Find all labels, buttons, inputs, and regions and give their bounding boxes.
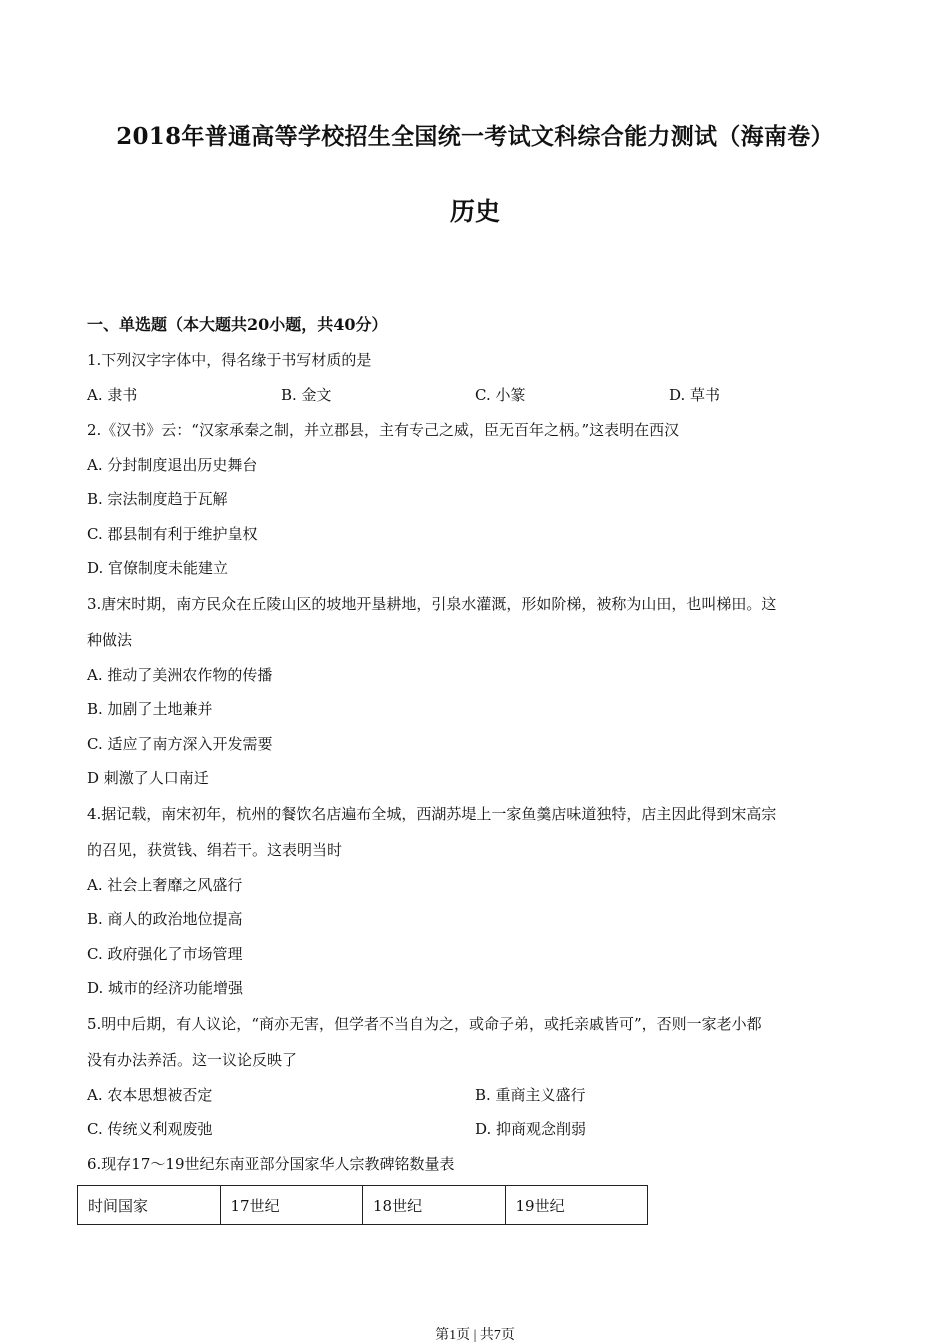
table-header-cell: 17世纪 (220, 1186, 363, 1225)
q2-option-c: C. 郡县制有利于维护皇权 (87, 525, 258, 543)
q2-option-a: A. 分封制度退出历史舞台 (87, 456, 258, 474)
q3-option-c: C. 适应了南方深入开发需要 (87, 735, 273, 753)
q5-option-c: C. 传统义利观废弛 (87, 1120, 213, 1138)
subject-title: 历史 (449, 197, 500, 226)
question-4-stem-line-1: 4.据记载，南宋初年，杭州的餐饮名店遍布全城，西湖苏堤上一家鱼羹店味道独特，店主因此得到宋高宗 (87, 805, 777, 823)
inscription-count-table (77, 1185, 648, 1225)
q5-option-d: D. 抑商观念削弱 (475, 1120, 587, 1138)
question-5-stem-line-1: 5.明中后期，有人议论，“商亦无害，但学者不当自为之，或命子弟，或托亲戚皆可”，否则一家老小都 (87, 1015, 762, 1033)
question-3-stem-line-1: 3.唐宋时期，南方民众在丘陵山区的坡地开垦耕地，引泉水灌溉，形如阶梯，被称为山田，也叫梯田。这 (87, 595, 777, 613)
page-footer: 第1页 | 共7页 (435, 1328, 515, 1343)
table-header-cell: 时间国家 (78, 1186, 221, 1225)
table-header-cell: 19世纪 (505, 1186, 648, 1225)
table-header-row (78, 1186, 648, 1225)
q4-option-a: A. 社会上奢靡之风盛行 (87, 876, 243, 894)
q1-option-b: B. 金文 (281, 386, 332, 404)
q2-option-b: B. 宗法制度趋于瓦解 (87, 490, 228, 508)
q5-option-a: A. 农本思想被否定 (87, 1086, 213, 1104)
q1-option-d: D. 草书 (669, 386, 721, 404)
exam-title: 2018年普通高等学校招生全国统一考试文科综合能力测试（海南卷） (116, 123, 834, 150)
q4-option-c: C. 政府强化了市场管理 (87, 945, 243, 963)
question-5-stem-line-2: 没有办法养活。这一议论反映了 (87, 1051, 298, 1069)
section-heading: 一、单选题（本大题共20小题，共40分） (87, 315, 388, 334)
q1-option-a: A. 隶书 (87, 386, 138, 404)
q1-option-c: C. 小篆 (475, 386, 526, 404)
question-1-stem: 1.下列汉字字体中，得名缘于书写材质的是 (87, 351, 372, 369)
q3-option-d: D 刺激了人口南迁 (87, 769, 209, 787)
q2-option-d: D. 官僚制度未能建立 (87, 559, 229, 577)
question-3-stem-line-2: 种做法 (87, 631, 133, 649)
q4-option-d: D. 城市的经济功能增强 (87, 979, 244, 997)
q4-option-b: B. 商人的政治地位提高 (87, 910, 243, 928)
question-4-stem-line-2: 的召见，获赏钱、绢若干。这表明当时 (87, 841, 343, 859)
q5-option-b: B. 重商主义盛行 (475, 1086, 586, 1104)
table-header-cell: 18世纪 (363, 1186, 506, 1225)
q3-option-b: B. 加剧了土地兼并 (87, 700, 213, 718)
q3-option-a: A. 推动了美洲农作物的传播 (87, 666, 273, 684)
question-6-stem: 6.现存17～19世纪东南亚部分国家华人宗教碑铭数量表 (87, 1155, 455, 1173)
question-2-stem: 2.《汉书》云：“汉家承秦之制，并立郡县，主有专己之威，臣无百年之柄。”这表明在西汉 (87, 421, 680, 439)
